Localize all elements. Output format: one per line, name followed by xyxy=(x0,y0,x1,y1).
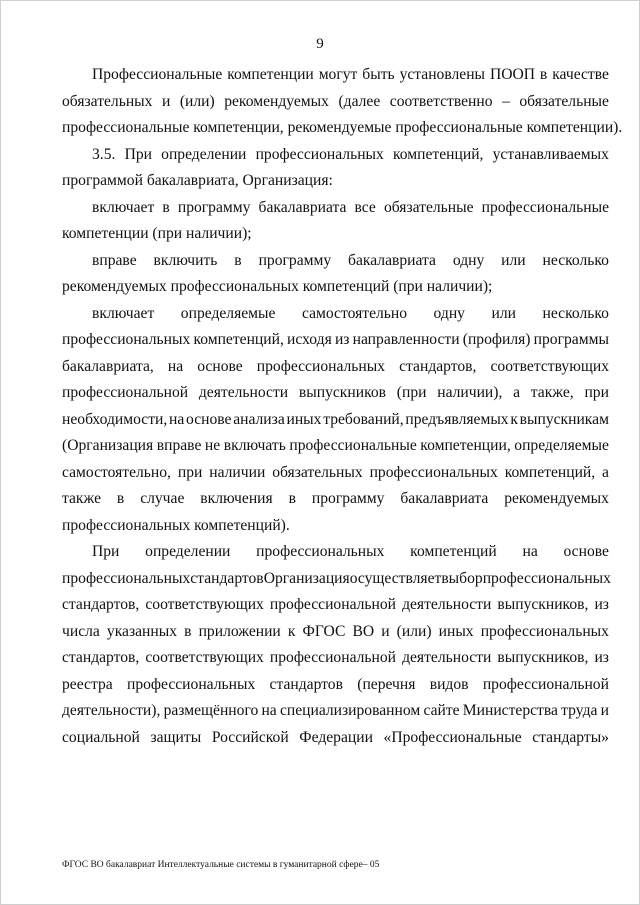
word: рекомендуемых xyxy=(224,92,329,110)
word: реестра xyxy=(62,675,113,693)
word: обязательных xyxy=(62,92,153,110)
word: видов xyxy=(429,675,469,693)
word: компетенций xyxy=(410,543,497,560)
text-line xyxy=(62,142,609,169)
word: включает xyxy=(92,198,155,216)
text-line xyxy=(62,354,609,381)
word: (профиля) xyxy=(462,331,531,348)
word: или xyxy=(501,251,526,269)
word: профессиональных xyxy=(256,543,385,560)
word: (или) xyxy=(396,622,432,640)
word: стандартов, xyxy=(62,596,140,613)
word: определении xyxy=(145,543,231,560)
word: выбор xyxy=(441,569,483,587)
paragraph-includes-mandatory xyxy=(62,195,609,248)
word: в xyxy=(288,490,296,507)
word: определяемые xyxy=(514,437,609,454)
word: стандарты» xyxy=(532,728,609,746)
word: в xyxy=(184,622,192,640)
word: ВО xyxy=(352,622,375,640)
word: бакалавриата xyxy=(400,490,489,507)
word: (при xyxy=(396,384,427,401)
word: исходя xyxy=(287,331,332,348)
word: защиты xyxy=(150,728,202,746)
word: необходимости, xyxy=(62,410,168,428)
word: профессиональных xyxy=(126,675,256,693)
word: рекомендуемых xyxy=(504,490,609,507)
clause-number: 3.5. xyxy=(92,145,116,163)
word: компетенций, xyxy=(193,331,284,348)
word: или xyxy=(491,304,516,322)
word: включать xyxy=(223,437,286,454)
word: самостоятельно, xyxy=(62,463,171,481)
word: наличии), xyxy=(437,384,503,401)
word: также xyxy=(62,490,101,507)
text-line xyxy=(62,619,609,646)
word: а xyxy=(602,463,609,481)
text-line xyxy=(62,62,609,89)
word: при xyxy=(177,463,203,481)
text-line xyxy=(62,672,609,699)
word: деятельности xyxy=(402,596,492,613)
word: включения xyxy=(200,490,273,507)
text-line xyxy=(62,592,609,619)
word: – xyxy=(502,92,510,110)
word: При xyxy=(124,145,152,163)
word: включить xyxy=(153,251,218,269)
word: указанных xyxy=(106,622,178,640)
word: установлены xyxy=(399,66,486,83)
word: бакалавриата xyxy=(258,198,347,216)
word: одну xyxy=(452,251,485,269)
word: Российской xyxy=(211,728,289,746)
text-line xyxy=(62,327,609,354)
word: к xyxy=(510,410,518,428)
word: соответствующих xyxy=(145,649,264,666)
text-line xyxy=(62,645,609,672)
word: выпускников, xyxy=(497,649,589,666)
word: вправе xyxy=(92,251,137,269)
word: и xyxy=(600,702,609,719)
word: программу xyxy=(177,198,251,216)
paragraph-professional-standards xyxy=(62,539,609,751)
word: быть xyxy=(362,66,395,83)
word: устанавливаемых xyxy=(492,145,609,163)
word: иных xyxy=(286,410,322,428)
word: на xyxy=(261,702,277,719)
word: ФГОС xyxy=(302,622,346,640)
text-line xyxy=(62,460,609,487)
word: определении xyxy=(161,145,247,163)
word: вправе xyxy=(156,437,202,454)
word: анализа xyxy=(233,410,285,428)
word: также, xyxy=(530,384,574,401)
word: деятельности xyxy=(198,384,289,401)
word: профессиональных xyxy=(62,569,191,587)
word: профессиональные xyxy=(289,437,417,454)
word: обязательные xyxy=(383,198,474,216)
word: не xyxy=(204,437,221,454)
text-line: компетенции (при наличии); xyxy=(62,225,252,242)
word: а xyxy=(513,384,521,401)
word: на xyxy=(167,357,184,375)
word: программу xyxy=(311,490,385,507)
word: наличии xyxy=(209,463,266,481)
word: профессиональных xyxy=(480,622,609,640)
word: стандартов, xyxy=(62,649,140,666)
text-line xyxy=(62,195,609,222)
word: деятельности), xyxy=(62,702,161,719)
word: компетенции xyxy=(227,66,314,83)
word: числа xyxy=(62,622,100,640)
word: «Профессиональные xyxy=(383,728,522,746)
word: основе xyxy=(563,543,609,560)
word: компетенций, xyxy=(393,145,484,163)
word: компетенции, xyxy=(420,437,511,454)
word: (или) xyxy=(179,92,215,110)
word: стандартов, xyxy=(399,357,477,375)
word: определяемые xyxy=(180,304,276,322)
word: соответствующих xyxy=(145,596,264,613)
word: могут xyxy=(318,66,358,83)
word: (перечня xyxy=(357,675,416,693)
word: Министерства xyxy=(462,702,558,719)
text-line xyxy=(62,248,609,275)
word: бакалавриата, xyxy=(62,357,154,375)
word: качестве xyxy=(552,66,609,83)
word: социальной xyxy=(62,728,140,746)
word: стандартов xyxy=(190,569,264,587)
paragraph-3-5 xyxy=(62,142,609,195)
word: программу xyxy=(258,251,332,269)
word: в xyxy=(539,66,548,83)
word: включает xyxy=(92,304,155,322)
word: (далее xyxy=(338,92,381,110)
text-line: профессиональные компетенции, рекомендуемые профессиональные компетенции). xyxy=(62,119,623,136)
word: обязательных xyxy=(272,463,363,481)
word: компетенций, xyxy=(504,463,596,481)
text-line xyxy=(62,89,609,116)
word: сайте xyxy=(423,702,460,719)
word: и xyxy=(381,622,390,640)
word: к xyxy=(287,622,296,640)
word: одну xyxy=(433,304,465,322)
text-line xyxy=(62,725,609,752)
text-line: рекомендуемых профессиональных компетенций (при наличии); xyxy=(62,278,493,295)
word: соответствующих xyxy=(490,357,609,375)
word: профессиональной xyxy=(269,596,397,613)
word: профессиональной xyxy=(269,649,397,666)
word: выпускников xyxy=(298,384,387,401)
word: Организация xyxy=(263,569,350,587)
word: в xyxy=(234,251,242,269)
word: профессиональных xyxy=(482,569,611,587)
word: профессиональных xyxy=(255,145,384,163)
word: Федерации xyxy=(299,728,373,746)
word: и xyxy=(161,92,171,110)
word: осуществляет xyxy=(349,569,442,587)
word: в xyxy=(116,490,125,507)
word: приложении xyxy=(198,622,281,640)
word: самостоятельно xyxy=(301,304,408,322)
text-line xyxy=(62,301,609,328)
word: программы xyxy=(533,331,609,348)
text-line: профессиональных компетенций). xyxy=(62,516,290,534)
word: профессиональных xyxy=(256,357,386,375)
word: бакалавриата xyxy=(348,251,436,269)
word: иных xyxy=(438,622,474,640)
word: специализированном xyxy=(279,702,421,719)
paragraph-competencies-intro xyxy=(62,62,623,142)
word: на xyxy=(169,410,185,428)
word: (Организация xyxy=(62,437,154,454)
word: деятельности xyxy=(402,649,492,666)
word: предъявляемых xyxy=(405,410,509,428)
word: из xyxy=(594,649,609,666)
word: основе xyxy=(197,357,243,375)
page-number: 9 xyxy=(316,36,324,52)
word: Профессиональные xyxy=(92,66,223,83)
document-body xyxy=(62,62,623,751)
word: ПООП xyxy=(489,66,535,83)
word: из xyxy=(594,596,609,613)
text-line: программой бакалавриата, Организация: xyxy=(62,172,333,189)
word: соответственно xyxy=(389,92,493,110)
word: профессиональной xyxy=(62,384,189,401)
page-footer: ФГОС ВО бакалавриат Интеллектуальные системы в гуманитарной сфере– 05 xyxy=(62,860,380,870)
word: труда xyxy=(561,702,598,719)
word: размещённого xyxy=(163,702,259,719)
paragraph-includes-self-defined xyxy=(62,301,609,540)
word: требований, xyxy=(323,410,404,428)
text-line xyxy=(62,433,609,460)
text-line xyxy=(62,407,609,434)
word: При xyxy=(92,543,120,560)
word: все xyxy=(354,198,376,216)
word: направленности xyxy=(352,331,460,348)
word: обязательные xyxy=(519,92,609,110)
text-line xyxy=(62,486,609,513)
word: выпускникам xyxy=(519,410,609,428)
text-line xyxy=(62,539,609,566)
word: выпускников, xyxy=(497,596,589,613)
text-line xyxy=(62,698,609,725)
paragraph-may-include-recommended xyxy=(62,248,609,301)
word: стандартов xyxy=(269,675,343,693)
word: из xyxy=(334,331,350,348)
word: при xyxy=(584,384,609,401)
word: основе xyxy=(186,410,232,428)
word: профессиональных xyxy=(62,331,191,348)
word: на xyxy=(522,543,538,560)
text-line xyxy=(62,566,609,593)
word: в xyxy=(162,198,170,216)
word: профессиональной xyxy=(482,675,609,693)
word: профессиональные xyxy=(481,198,609,216)
word: несколько xyxy=(542,304,609,322)
word: несколько xyxy=(542,251,609,269)
word: случае xyxy=(140,490,185,507)
word: профессиональных xyxy=(369,463,498,481)
text-line xyxy=(62,380,609,407)
